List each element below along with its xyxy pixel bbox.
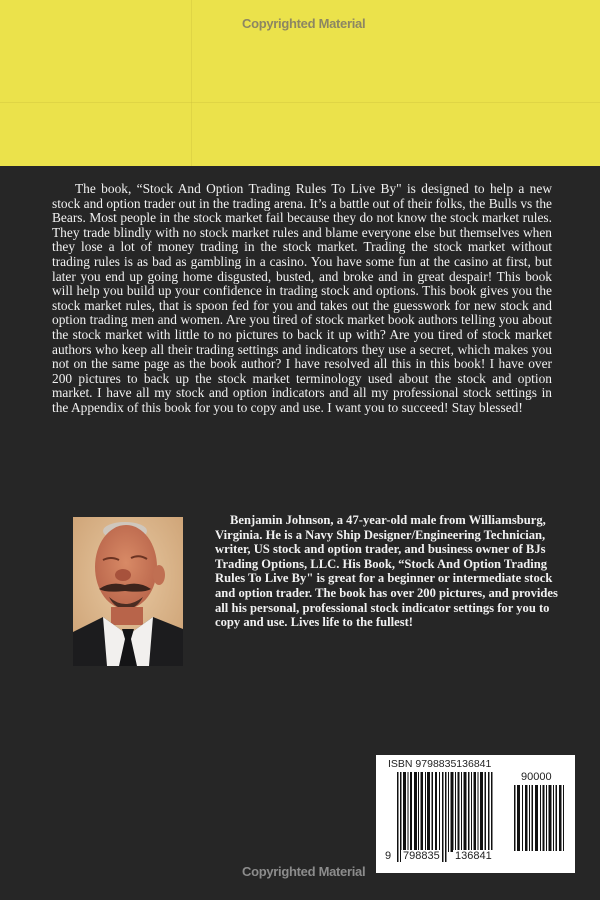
author-photo [73, 517, 183, 666]
fold-line [191, 0, 192, 166]
barcode-digit-prefix: 9 [385, 850, 392, 862]
isbn-label: ISBN 9798835136841 [388, 758, 492, 770]
price-addon-bars [513, 785, 568, 851]
fold-line [0, 102, 600, 103]
copyright-watermark-top: Copyrighted Material [242, 16, 366, 31]
price-code-label: 90000 [521, 771, 552, 783]
author-portrait-image [73, 517, 183, 666]
copyright-watermark-bottom: Copyrighted Material [242, 864, 366, 879]
ean13-barcode-bars [396, 772, 496, 862]
barcode-digit-group-right: 136841 [455, 850, 492, 862]
barcode-digit-group-left: 798835 [403, 850, 440, 862]
author-bio: Benjamin Johnson, a 47-year-old male from Williamsburg, Virginia. He is a Navy Ship Designer/Engineering Technician, writer, US stock and option trader, and business owner of BJs Trading Options, LLC. His Book, “Stock And Option Trading Rules To Live By" is great for a beginner or intermediate stock and option trader. The book has over 200 pictures, and provides all his personal, professional stock indicator settings for you to copy and use. Lives life to the fullest! [215, 513, 558, 630]
isbn-barcode [376, 755, 575, 873]
book-blurb: The book, “Stock And Option Trading Rules To Live By" is designed to help a new stock and option trader out in the trading arena. It’s a battle out of their folks, the Bulls vs the Bears. Most people in the stock market fail because they do not know the stock market rules. They trade blindly with no stock market rules and blame everyone else but themselves when they lose a lot of money trading in the stock market. Trading the stock market without trading rules is as bad as gambling in a casino. You have some fun at the casino at first, but later you end up going home disgusted, busted, and broke and in great despair! This book will help you build up your confidence in trading stock and options. This book gives you the stock market rules, that is spoon fed for you and takes out the guesswork for new stock and option trading men and women. Are you tired of stock market book authors telling you about the stock market with little to no pictures to back it up with? Are you tired of stock market authors who keep all their trading settings and indicators they use a secret, which makes you not on the same page as the book author? I have resolved all this in this book! I have over 200 pictures to back up the stock market terminology used about the stock and option market. I have all my stock and option indicators and all my professional stock settings in the Appendix of this book for you to copy and use. I want you to succeed! Stay blessed! [52, 181, 552, 415]
